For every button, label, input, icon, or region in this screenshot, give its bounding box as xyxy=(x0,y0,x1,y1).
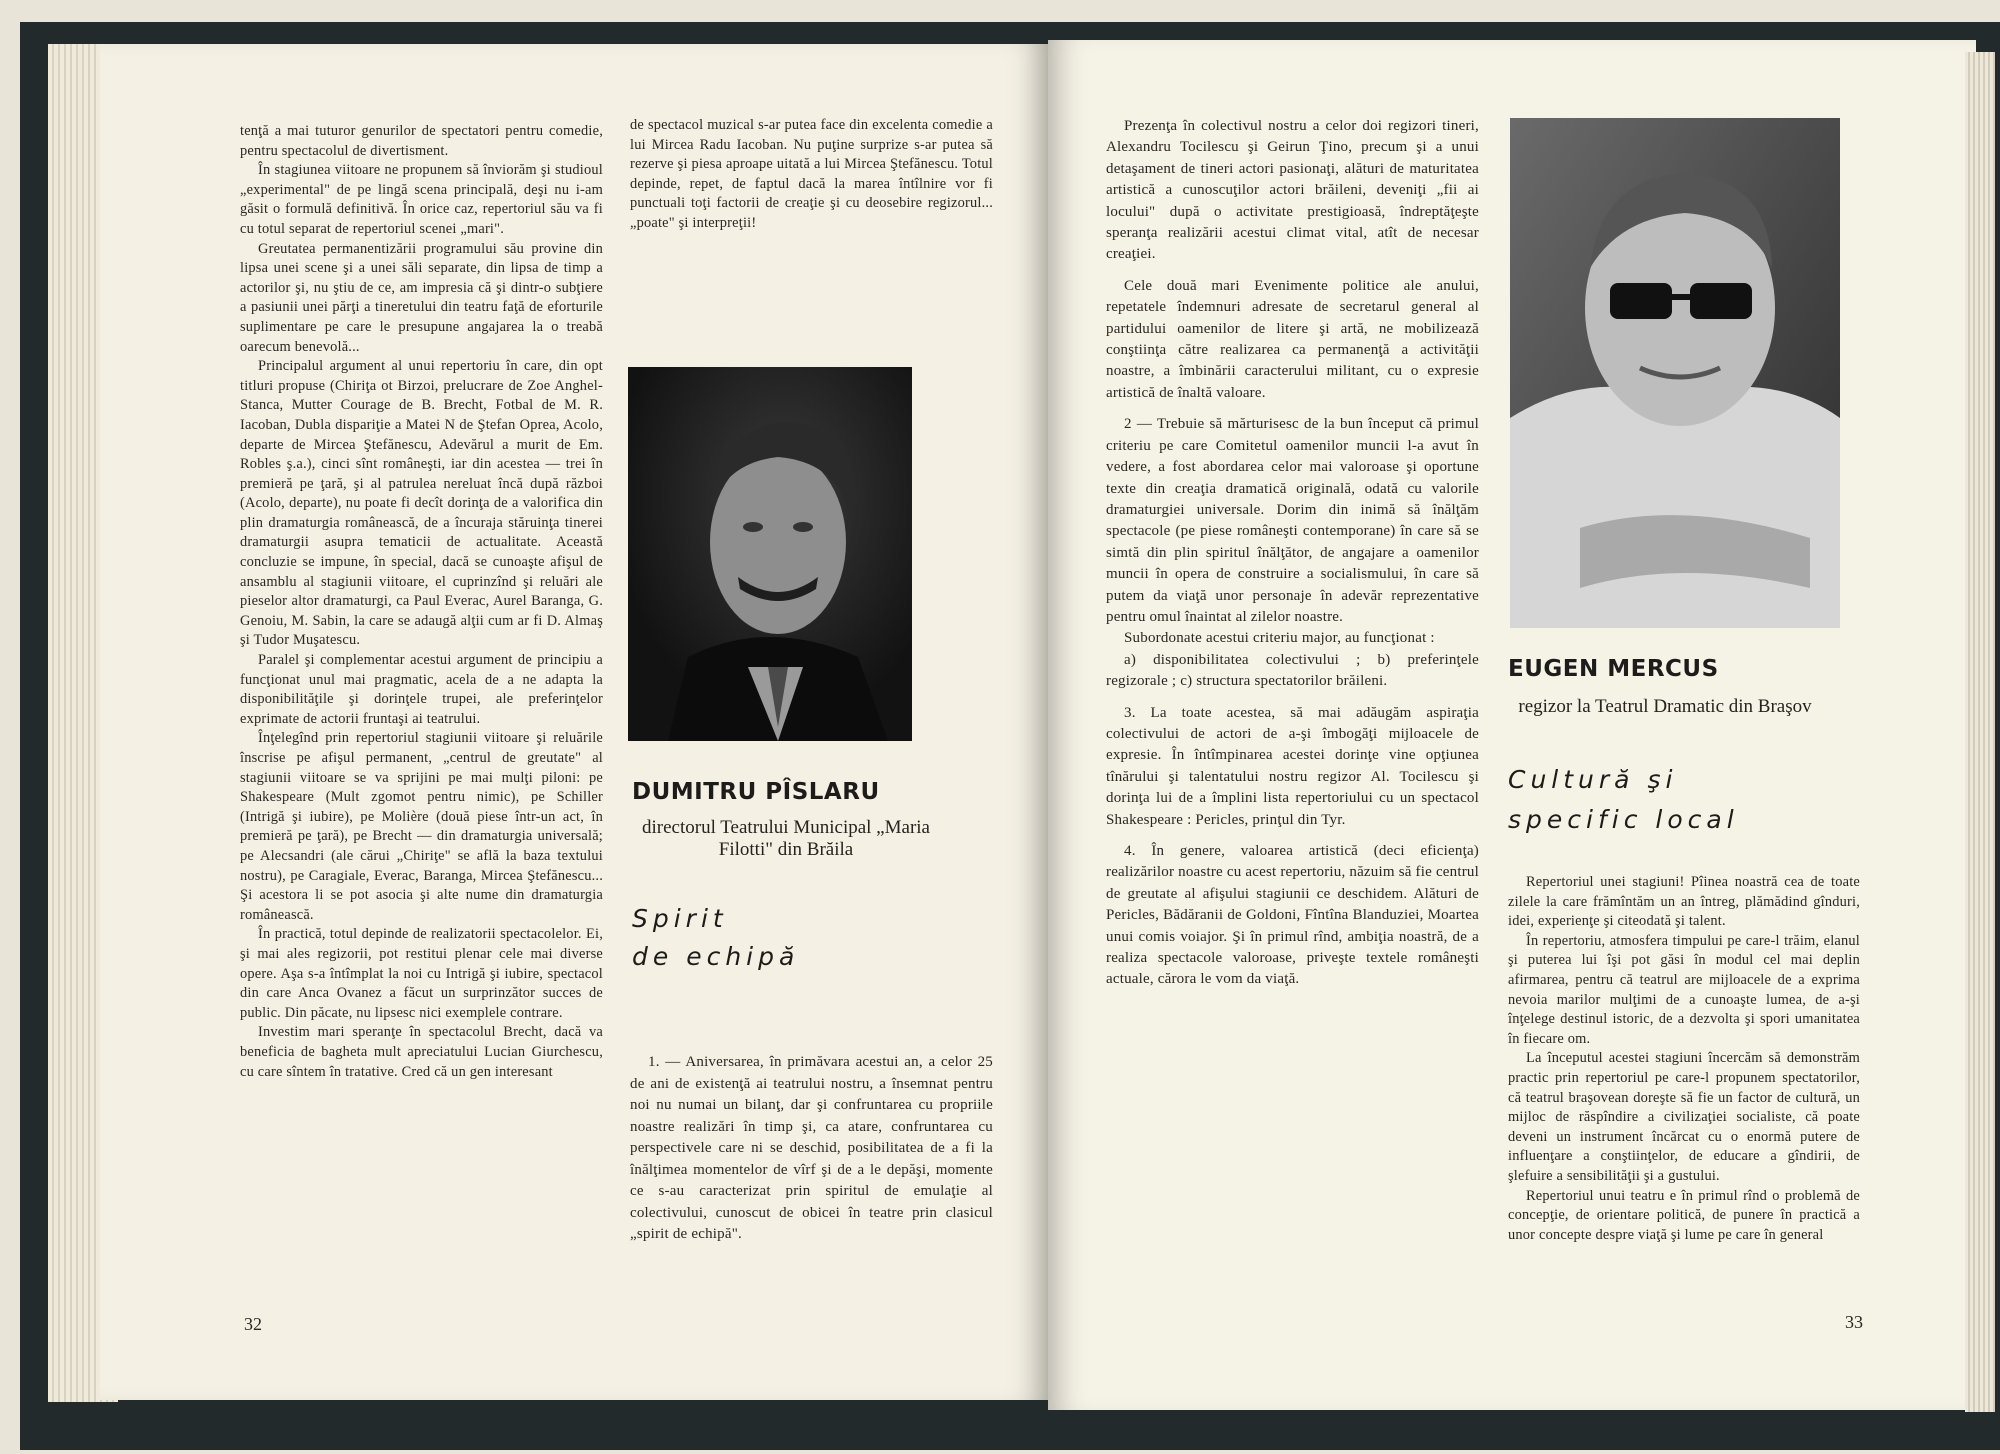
right-column-2-bottom xyxy=(1508,873,1860,1309)
portrait-photo-dumitru-pislaru xyxy=(628,367,912,741)
paragraph: Subordonate acestui criteriu major, au funcţionat : xyxy=(1124,630,1435,647)
paragraph: Greutatea permanentizării programului său provine din lipsa unei scene şi a unei săli separate, din lipsa de timp a actorilor şi, nu ştiu de ce, am impresia că şi dintr-o subţiere a pasiunii unei părţi a tineretului din teatru faţă de eforturile suplimentare pe care le presupune angajarea la o treabă oarecum benevolă... xyxy=(240,240,603,355)
paragraph: Repertoriul unei stagiuni! Pîinea noastră cea de toate zilele la care frămîntăm un an întreg, plămădind gînduri, idei, experienţe şi citeodată şi talent. xyxy=(1508,874,1860,930)
paragraph: de spectacol muzical s-ar putea face din excelenta comedie a lui Mircea Radu Iacoban. Nu puţine surprize s-ar putea să rezerve şi piesa aproape uitată a lui Mircea Ştefănescu. Totul depinde, repet, de faptul dacă la marea întîlnire vor fi punctuali toţi factorii de creaţie şi cu deosebire regizorul... „poate" şi interpreţii! xyxy=(630,117,993,231)
page-number-left: 32 xyxy=(244,1314,262,1334)
right-column-1 xyxy=(1106,116,1479,1308)
headline-line-2: specific local xyxy=(1508,805,1739,834)
author-role-left: directorul Teatrului Municipal „Maria Filotti" din Brăila xyxy=(642,817,930,860)
paragraph: Paralel şi complementar acestui argument de principiu a funcţionat unul mai pragmatic, acela de a ne adapta la disponibilităţile şi dorinţele trupei, ale preferinţelor exprimate de actorii fruntaşi ai teatrului. xyxy=(240,652,603,727)
paragraph: 4. În genere, valoarea artistică (deci eficienţa) realizărilor noastre cu acest repertoriu, năzuim să fie centrul de greutate al afişului stagiunii ce deschidem. Alături de Pericles, Bădăranii de Goldoni, Fîntîna Blanduziei, Moartea unui comis voiajor. Şi în primul rînd, ambiţia noastră, de a realiza spectacole valoroase, priveşte textele româneşti actuale, cărora le vom da viaţă. xyxy=(1106,843,1479,988)
page-number-right: 33 xyxy=(1845,1312,1863,1332)
paragraph: Cele două mari Evenimente politice ale anului, repetatele îndemnuri adresate de secretarul general al partidului oamenilor de litere şi artă, ne mobilizează conştiinţa către realizarea ca permanenţă a activităţii noastre, a îmbinării caracterului militant, cu o expresie artistică de înaltă valoare. xyxy=(1106,277,1479,401)
headline-line-1: Cultură şi xyxy=(1508,765,1678,794)
paragraph: Înţelegînd prin repertoriul stagiunii viitoare şi reluările înscrise pe afişul permanent, „centrul de greutate" al stagiunii viitoare se va sprijini pe mai mulţi piloni: pe Shakespeare (Mult zgomot pentru nimic), pe Schiller (Intrigă şi iubire), pe Molière (două piese într-un act, în premieră pe ţară), pe Brecht — din dramaturgia universală; pe Alecsandri (ale cărui „Chiriţe" se află la baza textului nostru), pe Caragiale, Everac, Baranga, Mircea Ştefănescu... Şi acestora li se pot asocia şi alte nume din dramaturgia românească. xyxy=(240,730,603,923)
author-name-left: DUMITRU PÎSLARU xyxy=(632,779,880,805)
left-column-1 xyxy=(240,122,603,1307)
article-headline-right xyxy=(1508,760,1739,840)
page-edges-right xyxy=(1965,52,1995,1412)
author-name-right: EUGEN MERCUS xyxy=(1508,656,1719,682)
paragraph: La începutul acestei stagiuni încercăm să demonstrăm practic prin repertoriul pe care-l propunem spectatorilor, că teatrul braşovean doreşte să fie un factor de cultură, un mijloc de răspîndire a civilizaţiei socialiste, că poate deveni un instrument încărcat cu o enormă putere de influenţare a conştiinţelor, de educare a gîndirii, de şlefuire a sensibilităţii şi a gustului. xyxy=(1508,1050,1860,1184)
paragraph: Investim mari speranţe în spectacolul Brecht, dacă va beneficia de bagheta mult apreciatului Lucian Giurchescu, cu care sîntem în tratative. Cred că un gen interesant xyxy=(240,1024,603,1080)
paragraph: În repertoriu, atmosfera timpului pe care-l trăim, elanul şi puterea lui îşi pot găsi în modul cel mai deplin afirmarea, pentru că teatrul are mijloacele de a exprima nevoia marilor mulţimi de a cunoaşte lumea, de a-şi înţelege destinul istoric, de a dezvolta şi spori umanitatea în fiecare om. xyxy=(1508,932,1860,1047)
article-headline-left xyxy=(632,900,799,976)
paragraph: Principalul argument al unui repertoriu în care, din opt titluri propuse (Chiriţa ot Birzoi, prelucrare de Zoe Anghel-Stanca, Mutter Courage de B. Brecht, Fotbal de M. R. Iacoban, Dubla dispariţie a Matei N de Ştefan Oprea, Acolo, departe de Mircea Ştefănescu, Adevărul a murit de Em. Robles ş.a.), cinci sînt româneşti, iar din acestea — trei în premieră pe ţară, şi al patrulea nereluat încă după război (Acolo, departe), nu poate fi decît dorinţa de a valorifica din plin dramaturgia românească, de a încuraja stăruinţa tinerei dramaturgii asupra tematicii de actualitate. Această concluzie se impune, în special, dacă se cunoaşte afişul de ansamblu al stagiunii viitoare, el cuprinzînd şi reluări ale pieselor altor dramaturgi, ca Paul Everac, Aurel Baranga, G. Genoiu, M. Sabin, la care se adaugă alţii cum ar fi D. Almaş şi Tudor Muşatescu. xyxy=(240,358,603,649)
left-column-2-bottom xyxy=(630,1052,993,1312)
left-column-2-top xyxy=(630,116,993,256)
paragraph: 2 — Trebuie să mărturisesc de la bun început că primul criteriu pe care Comitetul oamenilor muncii l-a avut în vedere, a fost abordarea celor mai valoroase şi oportune texte din creaţia dramatică originală, odată cu valorile dramaturgiei universale. Dorim din inimă să înălţăm spectacole (pe piese româneşti contemporane) în care să se simtă din plin spiritul înălţător, de angajare a oamenilor muncii în opera de construire a socialismului, în care să putem da viaţă unor personaje în adevăr reprezentative pentru omul înaintat al zilelor noastre. xyxy=(1106,416,1479,625)
paragraph: 1. — Aniversarea, în primăvara acestui an, a celor 25 de ani de existenţă ai teatrului nostru, a însemnat pentru noi nu numai un bilanţ, dar şi confruntarea cu propriile noastre realizări în timp şi, ca atare, confruntarea cu perspectivele care ni se deschid, posibilitatea de a fi la înălţimea momentelor de vîrf şi de a le depăşi, momente ce s-au caracterizat prin spiritul de emulaţie al colectivului, cunoscut de obicei în teatre prin clasicul „spirit de echipă". xyxy=(630,1054,993,1242)
paragraph: a) disponibilitatea colectivului ; b) preferinţele regizorale ; c) structura spectatorilor brăileni. xyxy=(1106,651,1479,690)
paragraph: tenţă a mai tuturor genurilor de spectatori pentru comedie, pentru spectacolul de divertisment. xyxy=(240,123,603,159)
headline-line-1: Spirit xyxy=(632,904,728,933)
paragraph: Prezenţa în colectivul nostru a celor doi regizori tineri, Alexandru Tocilescu şi Geirun Ţino, precum şi a unui detaşament de tineri actori pasionaţi, alături de maturitatea artistică a cunoscuţilor actori brăileni, deveniţi „fii ai locului" după o activitate prestigioasă, îndreptăţeşte speranţa realizării acestui climat vital, atît de necesar creaţiei. xyxy=(1106,118,1479,263)
portrait-photo-eugen-mercus xyxy=(1510,118,1840,628)
headline-line-2: de echipă xyxy=(632,942,800,971)
paragraph: În stagiunea viitoare ne propunem să înviorăm şi studioul „experimental" de pe lingă scena principală, deşi nu i-am găsit o formulă definitivă. În orice caz, repertoriul său va fi cu totul separat de repertoriul scenei „mari". xyxy=(240,162,603,237)
paragraph: În practică, totul depinde de realizatorii spectacolelor. Ei, şi mai ales regizorii, pot restitui plenar cele mai diverse opere. Aşa s-a întîmplat la noi cu Intrigă şi iubire, spectacol din care Anca Ovanez a făcut un surprinzător succes de public. Din păcate, nu lipsesc nici exemplele contrare. xyxy=(240,926,603,1021)
paragraph: Repertoriul unui teatru e în primul rînd o problemă de concepţie, de orientare politică, de punere în practică a unor concepte despre viaţă şi lume pe care în general xyxy=(1508,1187,1860,1243)
paragraph: 3. La toate acestea, să mai adăugăm aspiraţia colectivului de actori de a-şi îmbogăţi mijloacele de expresie. În întîmpinarea acestei dorinţe vine opţiunea tînărului şi talentatului nostru regizor Al. Tocilescu şi dorinţa lui de a împlini lista repertoriului cu un spectacol Shakespeare : Pericles, prinţul din Tyr. xyxy=(1106,704,1479,828)
author-role-right: regizor la Teatrul Dramatic din Braşov xyxy=(1518,696,1812,717)
